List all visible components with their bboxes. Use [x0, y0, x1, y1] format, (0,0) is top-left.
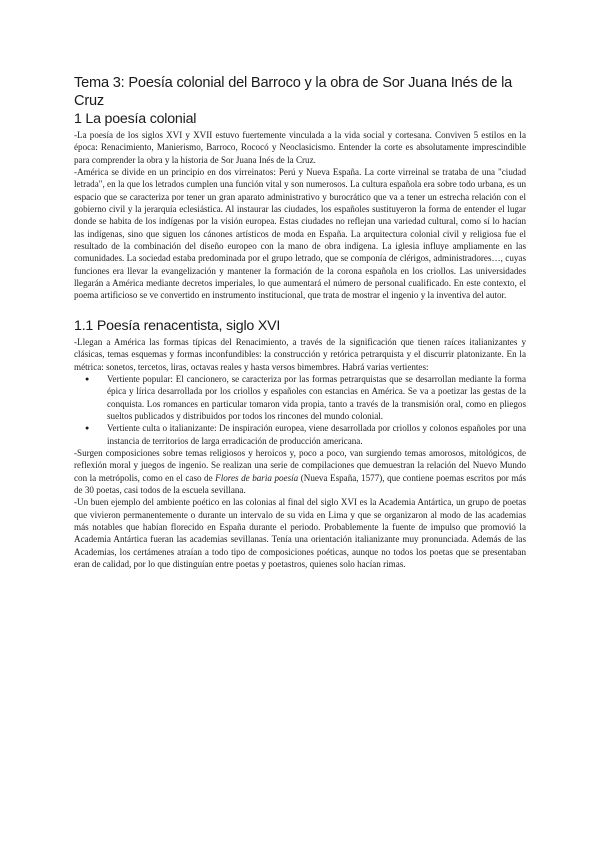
section-heading-poesia-colonial: 1 La poesía colonial	[74, 111, 197, 127]
document-title: Tema 3: Poesía colonial del Barroco y la obra de Sor Juana Inés de la Cruz	[74, 75, 513, 109]
paragraph: -Un buen ejemplo del ambiente poético en las colonias al final del siglo XVI es la Academia Antártica, un grupo de poetas que vivieron permanentemente o durante un intervalo de su vida en Lima y que se organizaron al modo de las academias más notables que habían florecido en España durante el periodo. Probablemente la fuente de impulso que promovió la Academia Antártica fueran las academias sevillanas. Tenía una orientación italianizante muy pronunciada. Además de las Academias, los certámenes atraían a todo tipo de composiciones poéticas, aunque no todos los poetas que se presentaban eran de calidad, por lo que distinguían entre poetas y poetastros, quienes solo hacían rimas.	[74, 497, 526, 569]
paragraph: -Llegan a América las formas típicas del Renacimiento, a través de la significación que tienen raíces italianizantes y clásicas, temas esquemas y formas inconfundibles: la construcción y retórica petrarquista y el discurrir platonizante. En la métrica: sonetos, tercetos, liras, octavas reales y hasta versos bimembres. Habrá varias vertientes:	[74, 336, 526, 372]
document-page	[74, 74, 526, 570]
bullet-list	[74, 373, 526, 447]
list-item: ● Vertiente culta o italianizante: De inspiración europea, viene desarrollada por criollos y colonos españoles por una instancia de territorios de larga erradicación de producción americana.	[107, 422, 526, 447]
section-heading-poesia-renacentista: 1.1 Poesía renacentista, siglo XVI	[74, 317, 281, 334]
list-item: ● Vertiente popular: El cancionero, se caracteriza por las formas petrarquistas que se desarrollan mediante la forma épica y lírica desarrollada por los criollos y españoles con estancias en América. Se va a poetizar las gestas de la conquista. Los romances en particular tomaron vida propia, tanto a través de la transmisión oral, como en pliegos sueltos publicados y distribuidos por todos los rincones del mundo colonial.	[107, 373, 526, 422]
paragraph: -La poesía de los siglos XVI y XVII estuvo fuertemente vinculada a la vida social y cortesana. Conviven 5 estilos en la época: Renacimiento, Manierismo, Barroco, Rococó y Neoclasicismo. Entender la corte es absolutamente imprescindible para comprender la obra y la historia de Sor Juana Inés de la Cruz.	[74, 130, 526, 165]
paragraph: -Surgen composiciones sobre temas religiosos y heroicos y, poco a poco, van surgiendo temas amorosos, mitológicos, de reflexión moral y juegos de ingenio. Se realizan una serie de compilaciones que demuestran la relación del Nuevo Mundo con la metrópolis, como en el caso de Flores de baria poesía (Nueva España, 1577), que contiene poemas escritos por más de 30 poetas, casi todos de la escuela sevillana.	[74, 447, 526, 495]
book-title-italic: Flores de baria poesía	[215, 472, 299, 483]
paragraph: -América se divide en un principio en dos virreinatos: Perú y Nueva España. La corte virreinal se trataba de una "ciudad letrada", en la que los letrados cumplen una función vital y son numerosos. La cultura española era sobre todo urbana, es un espacio que se caracteriza por tener un gran aparato administrativo y burocrático que va a tener un estrecha relación con el gobierno civil y la jerarquía eclesiástica. Al instaurar las ciudades, los españoles sustituyeron la forma de entender el lugar donde se habita de los indígenas por la visión europea. Estas ciudades no reflejan una variedad cultural, como sí lo hacían las indígenas, sino que siguen los cánones artísticos de moda en España. La arquitectura colonial civil y religiosa fue el resultado de la combinación del diseño europeo con la mano de obra indígena. La iglesia influye ampliamente en las comunidades. La sociedad estaba predominada por el grupo letrado, que se componía de clérigos, administradores…, cuyas funciones era llevar la evangelización y mantener la formación de la corona española en los criollos. Las universidades llegarán a América mediante decretos imperiales, lo que aumentará el número de personal cualificado. En este contexto, el poema artificioso se ve convertido en instrumento institucional, que trata de mostrar el ingenio y la inventiva del autor.	[74, 167, 526, 301]
